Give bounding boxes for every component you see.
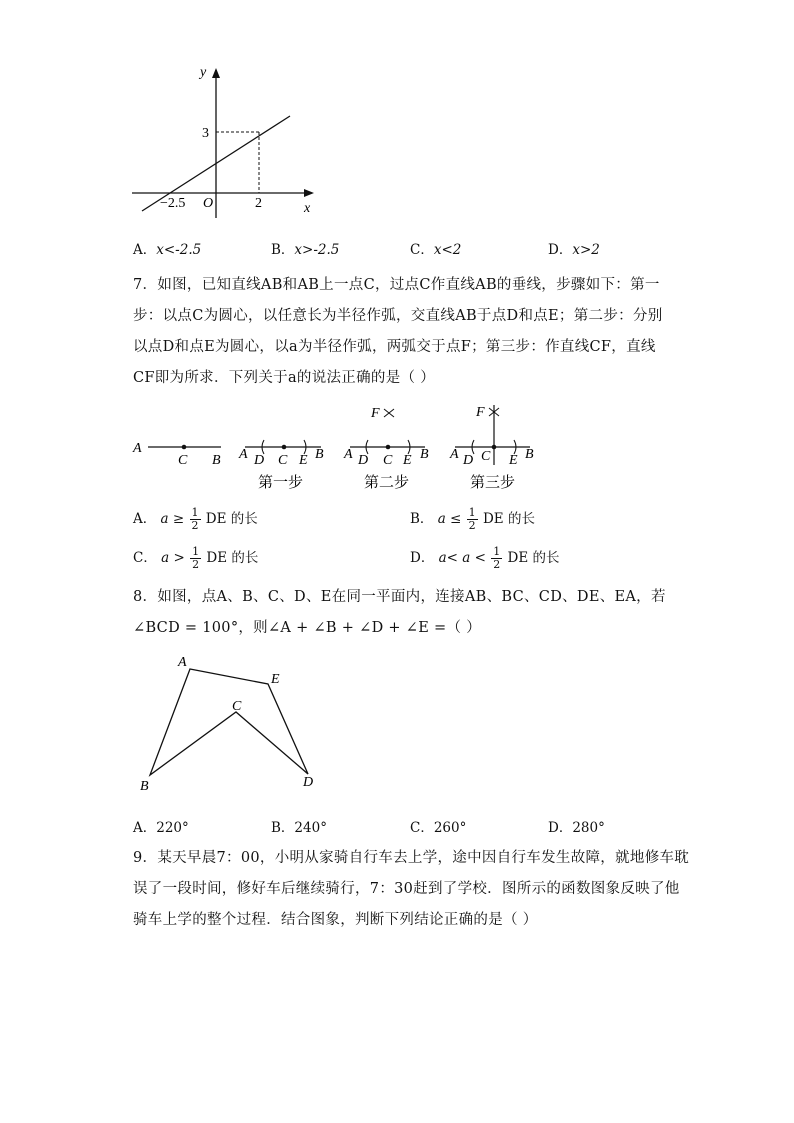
q7-option-b-pre: a ≤ bbox=[437, 511, 466, 527]
q7-option-b bbox=[410, 507, 535, 532]
tick-label-x-2: 2 bbox=[255, 196, 262, 211]
y-axis-label: y bbox=[200, 65, 207, 80]
q7-option-d-letter: D． bbox=[410, 550, 435, 566]
q7-option-b-fraction bbox=[467, 507, 478, 532]
q8-label-d: D bbox=[303, 775, 314, 790]
q8-option-a bbox=[133, 816, 189, 836]
q9-line-3: 骑车上学的整个过程．结合图象，判断下列结论正确的是（ ） bbox=[133, 912, 538, 928]
q8-option-b-text: 240° bbox=[294, 820, 327, 836]
p0-label-a: A bbox=[133, 441, 142, 456]
fraction-denominator: 2 bbox=[191, 519, 199, 532]
q7-option-c-pre: a > bbox=[161, 550, 190, 566]
q7-option-d-post: DE 的长 bbox=[507, 550, 560, 566]
fraction-numerator: 1 bbox=[468, 506, 476, 519]
q8-label-b: B bbox=[140, 779, 149, 794]
q6-option-c-letter: C． bbox=[410, 242, 434, 258]
q8-label-a: A bbox=[178, 655, 187, 670]
pentagon-figure bbox=[130, 650, 330, 800]
q6-option-c-text: x<2 bbox=[433, 242, 462, 258]
p2-label-d: D bbox=[358, 453, 369, 468]
fraction-denominator: 2 bbox=[192, 558, 200, 571]
q7-question bbox=[133, 270, 663, 394]
q8-option-d-letter: D． bbox=[548, 820, 573, 836]
q7-option-d-fraction bbox=[491, 546, 502, 571]
q7-option-c-letter: C． bbox=[133, 550, 157, 566]
q9-line-1: 9．某天早晨7：00，小明从家骑自行车去上学，途中因自行车发生故障，就地修车耽 bbox=[133, 850, 690, 866]
q6-option-a-text: x<-2.5 bbox=[156, 242, 202, 258]
q6-option-a-letter: A． bbox=[133, 242, 157, 258]
p2-label-a: A bbox=[344, 447, 353, 462]
q7-option-a-letter: A． bbox=[133, 511, 157, 527]
q8-option-d-text: 280° bbox=[572, 820, 605, 836]
q8-option-b-letter: B． bbox=[271, 820, 295, 836]
p2-label-f: F bbox=[371, 406, 380, 421]
perpendicular-construction-figure bbox=[128, 398, 548, 494]
p2-label-b: B bbox=[420, 447, 429, 462]
p3-label-b: B bbox=[525, 447, 534, 462]
p3-label-d: D bbox=[463, 453, 474, 468]
p1-label-a: A bbox=[239, 447, 248, 462]
fraction-denominator: 2 bbox=[493, 558, 501, 571]
q7-option-c-fraction bbox=[190, 546, 201, 571]
q7-line-1: 7．如图，已知直线AB和AB上一点C，过点C作直线AB的垂线，步骤如下：第一 bbox=[133, 277, 660, 293]
q7-option-b-post: DE 的长 bbox=[482, 511, 535, 527]
p0-label-b: B bbox=[212, 453, 221, 468]
p1-label-b: B bbox=[315, 447, 324, 462]
fraction-numerator: 1 bbox=[191, 506, 199, 519]
q8-label-e: E bbox=[271, 672, 280, 687]
q6-option-a bbox=[133, 238, 201, 258]
q7-option-d bbox=[410, 546, 560, 571]
p1-label-e: E bbox=[299, 453, 308, 468]
q7-line-3: 以点D和点E为圆心，以a为半径作弧，两弧交于点F；第三步：作直线CF，直线 bbox=[133, 339, 656, 355]
q8-line-2: ∠BCD = 100°，则∠A + ∠B + ∠D + ∠E =（ ） bbox=[133, 620, 481, 636]
q6-option-b bbox=[271, 238, 339, 258]
p1-label-c: C bbox=[278, 453, 288, 468]
fraction-denominator: 2 bbox=[468, 519, 476, 532]
q9-line-2: 误了一段时间，修好车后继续骑行，7：30赶到了学校．图所示的函数图象反映了他 bbox=[133, 881, 680, 897]
q7-option-a-post: DE 的长 bbox=[205, 511, 258, 527]
p3-label-e: E bbox=[509, 453, 518, 468]
q8-option-a-text: 220° bbox=[156, 820, 189, 836]
q9-question bbox=[133, 843, 689, 936]
q8-option-b bbox=[271, 816, 327, 836]
q7-line-2: 步：以点C为圆心，以任意长为半径作弧，交直线AB于点D和点E；第二步：分别 bbox=[133, 308, 663, 324]
q6-option-b-letter: B． bbox=[271, 242, 295, 258]
p3-label-f: F bbox=[476, 405, 485, 420]
q6-option-c bbox=[410, 238, 461, 258]
q8-question bbox=[133, 582, 666, 644]
q7-option-a bbox=[133, 507, 258, 532]
p0-label-c: C bbox=[178, 453, 188, 468]
origin-label: O bbox=[203, 196, 214, 211]
q7-option-d-pre: a< a < bbox=[438, 550, 491, 566]
p2-label-e: E bbox=[403, 453, 412, 468]
q6-option-d bbox=[548, 238, 600, 258]
q8-option-c bbox=[410, 816, 466, 836]
q8-label-c: C bbox=[232, 699, 242, 714]
step-1-label: 第一步 bbox=[258, 475, 304, 491]
q8-option-c-letter: C． bbox=[410, 820, 434, 836]
q7-option-c bbox=[133, 546, 258, 571]
q6-option-d-letter: D． bbox=[548, 242, 573, 258]
tick-label-x-neg: −2.5 bbox=[160, 196, 186, 211]
fraction-numerator: 1 bbox=[192, 545, 200, 558]
tick-label-y-3: 3 bbox=[202, 126, 209, 141]
fraction-numerator: 1 bbox=[493, 545, 501, 558]
p1-label-d: D bbox=[254, 453, 265, 468]
q7-option-c-post: DE 的长 bbox=[206, 550, 259, 566]
x-axis-arrow-icon bbox=[304, 189, 314, 197]
linear-function-graph bbox=[120, 60, 330, 220]
q8-line-1: 8．如图，点A、B、C、D、E在同一平面内，连接AB、BC、CD、DE、EA，若 bbox=[133, 589, 666, 605]
p2-label-c: C bbox=[383, 453, 393, 468]
q7-option-a-fraction bbox=[190, 507, 201, 532]
q6-option-b-text: x>-2.5 bbox=[294, 242, 340, 258]
x-axis-label: x bbox=[304, 201, 311, 216]
q8-option-d bbox=[548, 816, 605, 836]
q8-option-c-text: 260° bbox=[433, 820, 467, 836]
q7-line-4: CF即为所求．下列关于a的说法正确的是（ ） bbox=[133, 370, 436, 386]
q7-option-a-pre: a ≥ bbox=[160, 511, 189, 527]
p3-label-a: A bbox=[450, 447, 459, 462]
step-3-label: 第三步 bbox=[470, 475, 516, 491]
figure-abcde-outline bbox=[150, 669, 308, 775]
q8-option-a-letter: A． bbox=[133, 820, 157, 836]
q7-option-b-letter: B． bbox=[410, 511, 434, 527]
q6-option-d-text: x>2 bbox=[572, 242, 600, 258]
step-2-label: 第二步 bbox=[364, 475, 410, 491]
p3-label-c: C bbox=[481, 449, 491, 464]
y-axis-arrow-icon bbox=[212, 68, 220, 78]
